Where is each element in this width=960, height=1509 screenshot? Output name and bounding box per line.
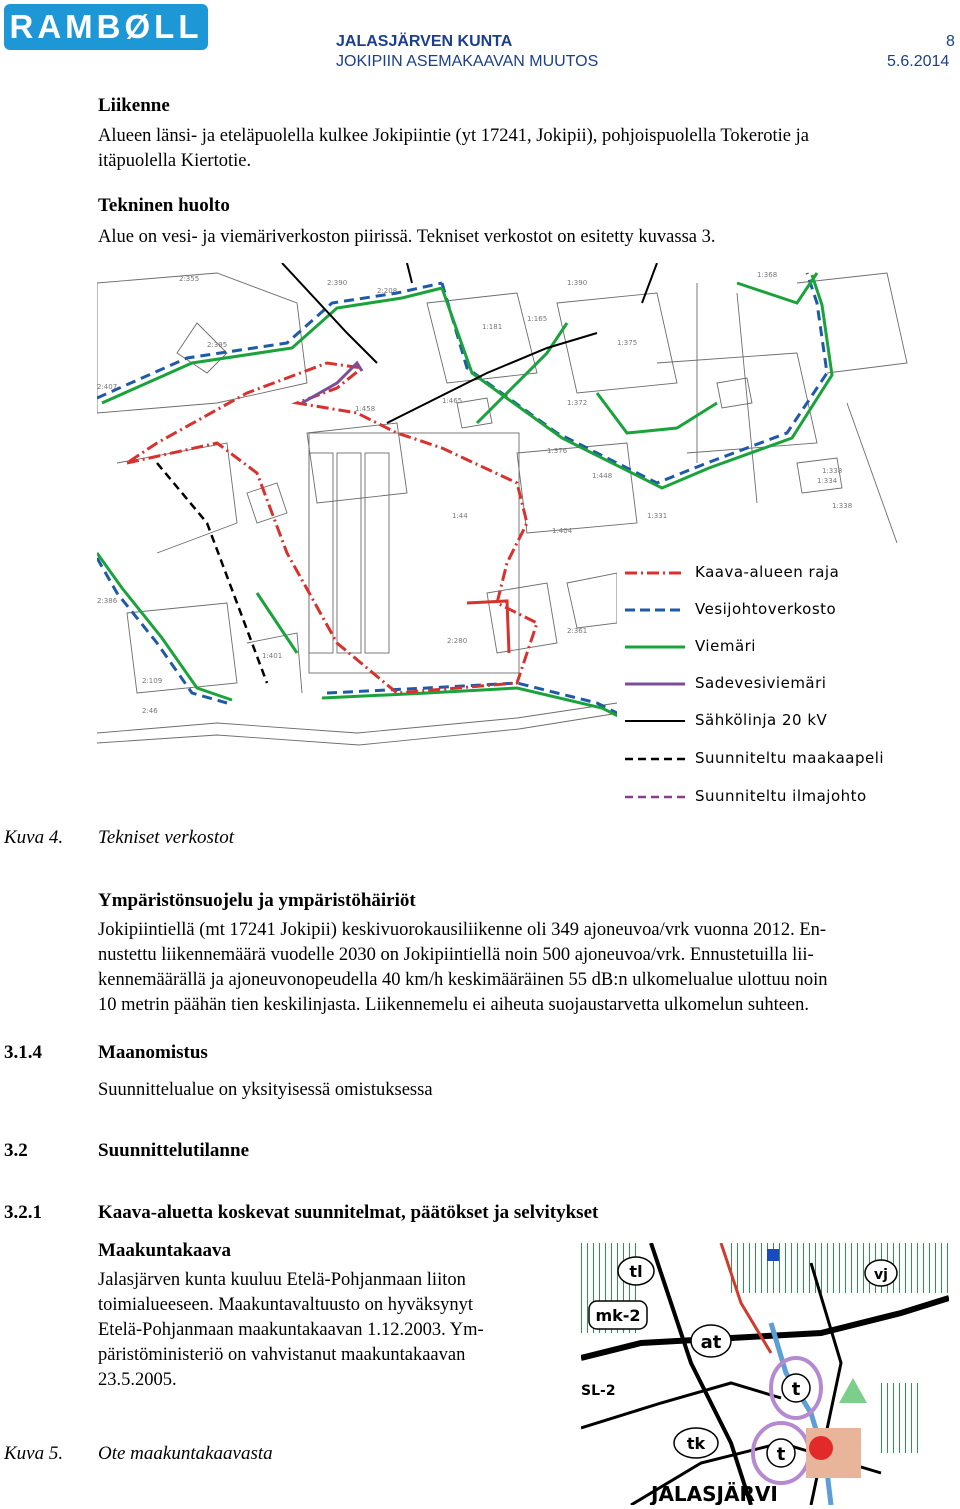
svg-text:1:165: 1:165	[527, 315, 548, 323]
legend-label: Viemäri	[695, 637, 756, 655]
maakunta-line-1: Jalasjärven kunta kuuluu Etelä-Pohjanmaan liiton	[98, 1270, 466, 1290]
svg-text:1:401: 1:401	[262, 652, 283, 660]
ymparisto-line-1: Jokipiintiellä (mt 17241 Jokipii) keskivuorokausiliikenne oli 349 ajoneuvoa/vrk vuonna 2012. En-	[98, 920, 827, 940]
svg-text:1:338: 1:338	[832, 502, 853, 510]
maanomistus-text: Suunnittelualue on yksityisessä omistuksessa	[98, 1080, 433, 1100]
maakunta-line-2: toimialueeseen. Maakuntavaltuusto on hyväksynyt	[98, 1295, 474, 1315]
map-label-tk: tk	[686, 1434, 706, 1453]
regional-plan-drawing	[581, 1243, 949, 1505]
figure-5-caption: Ote maakuntakaavasta	[98, 1443, 273, 1464]
svg-text:1:181: 1:181	[482, 323, 503, 331]
header-organization: JALASJÄRVEN KUNTA	[336, 33, 513, 50]
ymparisto-heading: Ympäristönsuojelu ja ympäristöhäiriöt	[98, 890, 416, 911]
liikenne-line-2: itäpuolella Kiertotie.	[98, 151, 252, 171]
rambol-logo: RAMBØLL	[4, 4, 208, 50]
maakuntakaava-heading: Maakuntakaava	[98, 1240, 232, 1261]
svg-text:2:361: 2:361	[567, 627, 588, 635]
svg-text:2:386: 2:386	[97, 597, 118, 605]
map-label-mk2: mk-2	[595, 1306, 641, 1325]
map-label-vj: vj	[874, 1267, 888, 1283]
svg-text:1:458: 1:458	[355, 405, 376, 413]
section-3-1-4-title: Maanomistus	[98, 1042, 208, 1063]
tekninen-heading: Tekninen huolto	[98, 195, 230, 216]
svg-text:1:372: 1:372	[567, 399, 588, 407]
regional-plan-map	[581, 1243, 949, 1505]
legend-label: Suunniteltu maakaapeli	[695, 749, 885, 767]
svg-text:1:376: 1:376	[547, 447, 568, 455]
map-label-t1: t	[791, 1379, 801, 1400]
ymparisto-line-3: kennemäärällä ja ajoneuvonopeudella 40 km/h keskimääräinen 55 dB:n ulkomelualue ulottuu noin	[98, 970, 828, 990]
maakunta-line-5: 23.5.2005.	[98, 1370, 177, 1390]
legend-label: Sähkölinja 20 kV	[695, 711, 828, 729]
svg-text:1:375: 1:375	[617, 339, 638, 347]
header-subtitle: JOKIPIIN ASEMAKAAVAN MUUTOS	[336, 53, 599, 70]
svg-text:1:448: 1:448	[592, 472, 613, 480]
svg-text:1:331: 1:331	[647, 512, 668, 520]
legend-label: Sadevesiviemäri	[695, 674, 827, 692]
tekninen-text: Alue on vesi- ja viemäriverkoston piirissä. Tekniset verkostot on esitetty kuvassa 3.	[98, 227, 716, 247]
svg-text:1:404: 1:404	[552, 527, 573, 535]
page-number: 8	[946, 33, 955, 50]
map-label-t2: t	[776, 1444, 786, 1465]
svg-text:1:390: 1:390	[567, 279, 588, 287]
svg-text:2:109: 2:109	[142, 677, 163, 685]
legend-label: Suunniteltu ilmajohto	[695, 787, 867, 805]
section-3-1-4-number: 3.1.4	[4, 1042, 42, 1063]
section-3-2-title: Suunnittelutilanne	[98, 1140, 249, 1161]
svg-text:1:44: 1:44	[452, 512, 468, 520]
figure-5-number: Kuva 5.	[4, 1443, 64, 1464]
legend-label: Vesijohtoverkosto	[695, 600, 837, 618]
legend-label: Kaava-alueen raja	[695, 563, 840, 581]
svg-text:2:208: 2:208	[377, 287, 398, 295]
map-label-tl: tl	[629, 1262, 643, 1281]
svg-text:1:465: 1:465	[442, 397, 463, 405]
section-3-2-1-title: Kaava-aluetta koskevat suunnitelmat, päätökset ja selvitykset	[98, 1202, 599, 1223]
liikenne-heading: Liikenne	[98, 95, 170, 116]
liikenne-line-1: Alueen länsi- ja eteläpuolella kulkee Jokipiintie (yt 17241, Jokipii), pohjoispuolella Tokerotie ja	[98, 126, 809, 146]
figure-4-number: Kuva 4.	[4, 827, 64, 848]
maakunta-line-3: Etelä-Pohjanmaan maakuntakaavan 1.12.2003. Ym-	[98, 1320, 484, 1340]
svg-text:1:334: 1:334	[817, 477, 838, 485]
figure-4-caption: Tekniset verkostot	[98, 827, 234, 848]
header-date: 5.6.2014	[887, 53, 950, 70]
svg-text:1:338: 1:338	[822, 467, 843, 475]
ymparisto-line-2: nustettu liikennemäärä vuodelle 2030 on Jokipiintiellä noin 500 ajoneuvoa/vrk. Ennustetuilla lii-	[98, 945, 814, 965]
svg-text:2:355: 2:355	[179, 275, 200, 283]
ymparisto-line-4: 10 metrin päähän tien keskilinjasta. Liikennemelu ei aiheuta suojaustarvetta ulkomelun suhteen.	[98, 995, 810, 1015]
map-label-at: at	[700, 1332, 722, 1353]
svg-text:2:280: 2:280	[447, 637, 468, 645]
svg-text:2:395: 2:395	[207, 341, 228, 349]
section-3-2-number: 3.2	[4, 1140, 28, 1161]
technical-networks-map	[97, 263, 910, 808]
svg-text:1:368: 1:368	[757, 271, 778, 279]
svg-text:2:46: 2:46	[142, 707, 158, 715]
svg-text:2:390: 2:390	[327, 279, 348, 287]
map-label-sl2: SL-2	[581, 1383, 616, 1399]
maakunta-line-4: päristöministeriö on vahvistanut maakuntakaavan	[98, 1345, 466, 1365]
map-label-town: JALASJÄRVI	[651, 1482, 778, 1505]
svg-text:2:407: 2:407	[97, 383, 118, 391]
section-3-2-1-number: 3.2.1	[4, 1202, 42, 1223]
